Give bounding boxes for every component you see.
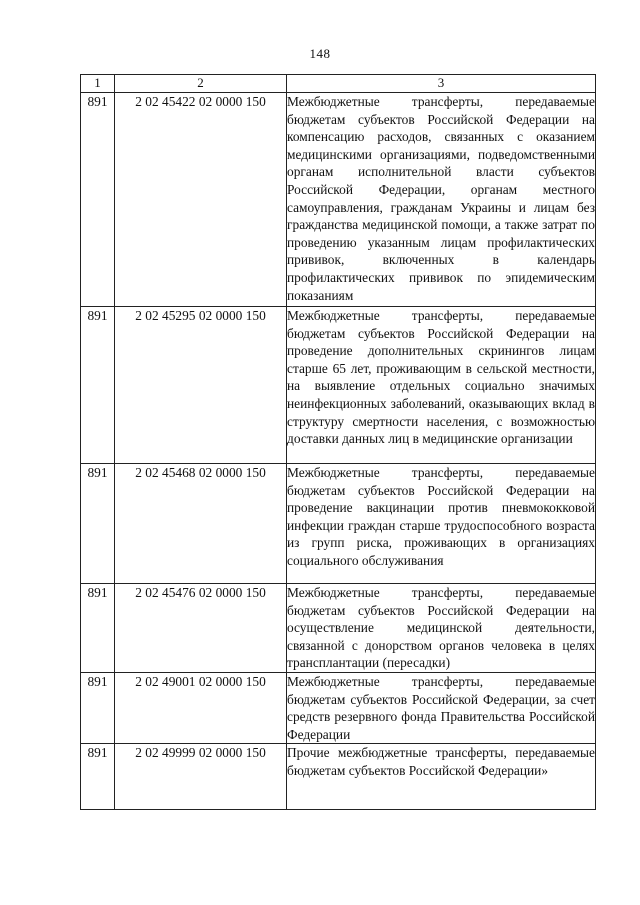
budget-code-cell: 2 02 45422 02 0000 150 xyxy=(115,93,287,307)
description-cell: Межбюджетные трансферты, передаваемые бюджетам субъектов Российской Федерации, за счет средств резервного фонда Правительства Российской Федерации xyxy=(287,672,596,743)
column-header-2: 2 xyxy=(115,75,287,93)
description-cell: Межбюджетные трансферты, передаваемые бюджетам субъектов Российской Федерации на проведение дополнительных скринингов лицам старше 65 лет, проживающим в сельской местности, на выявление отдельных социально значимых неинфекционных заболеваний, оказывающих вклад в структуру смертности населения, с возможностью доставки данных лиц в медицинские организации xyxy=(287,307,596,464)
admin-code-cell: 891 xyxy=(81,307,115,464)
description-cell: Межбюджетные трансферты, передаваемые бюджетам субъектов Российской Федерации на проведение вакцинации против пневмококковой инфекции граждан старше трудоспособного возраста из групп риска, проживающих в организациях социального обслуживания xyxy=(287,464,596,584)
admin-code-cell: 891 xyxy=(81,464,115,584)
table-row xyxy=(81,93,596,307)
description-cell: Прочие межбюджетные трансферты, передаваемые бюджетам субъектов Российской Федерации» xyxy=(287,744,596,810)
page-number: 148 xyxy=(309,46,331,61)
table-row xyxy=(81,464,596,584)
table-row xyxy=(81,672,596,743)
budget-codes-table xyxy=(80,74,596,810)
column-header-1: 1 xyxy=(81,75,115,93)
admin-code-cell: 891 xyxy=(81,584,115,673)
budget-code-cell: 2 02 45476 02 0000 150 xyxy=(115,584,287,673)
table-row xyxy=(81,744,596,810)
description-cell: Межбюджетные трансферты, передаваемые бюджетам субъектов Российской Федерации на осуществление медицинской деятельности, связанной с донорством органов человека в целях трансплантации (пересадки) xyxy=(287,584,596,673)
table-header-row xyxy=(81,75,596,93)
description-cell: Межбюджетные трансферты, передаваемые бюджетам субъектов Российской Федерации на компенсацию расходов, связанных с оказанием медицинскими организациями, подведомственными органам исполнительной власти субъектов Российской Федерации, органам местного самоуправления, гражданам Украины и лицам без гражданства медицинской помощи, а также затрат по проведению указанным лицам профилактических прививок, включенных в календарь профилактических прививок по эпидемическим показаниям xyxy=(287,93,596,307)
admin-code-cell: 891 xyxy=(81,93,115,307)
admin-code-cell: 891 xyxy=(81,744,115,810)
table-row xyxy=(81,584,596,673)
column-header-3: 3 xyxy=(287,75,596,93)
budget-code-cell: 2 02 45468 02 0000 150 xyxy=(115,464,287,584)
budget-code-cell: 2 02 49001 02 0000 150 xyxy=(115,672,287,743)
budget-code-cell: 2 02 49999 02 0000 150 xyxy=(115,744,287,810)
budget-code-cell: 2 02 45295 02 0000 150 xyxy=(115,307,287,464)
table-row xyxy=(81,307,596,464)
admin-code-cell: 891 xyxy=(81,672,115,743)
